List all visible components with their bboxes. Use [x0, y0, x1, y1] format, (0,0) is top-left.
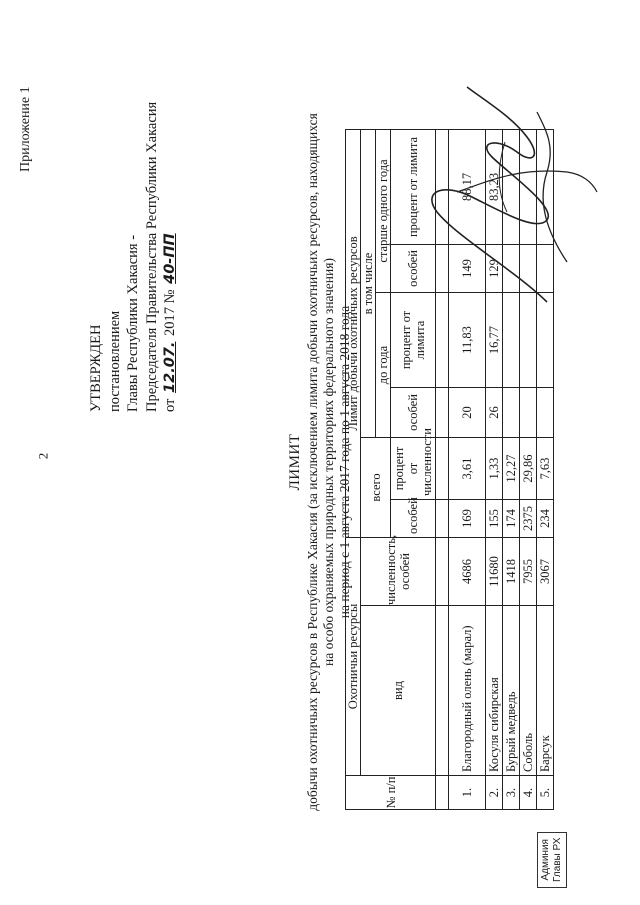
cell-total-individuals: 169	[449, 500, 486, 538]
approval-line-resolution: постановлением	[106, 310, 123, 412]
cell-species: Благородный олень (марал)	[449, 606, 486, 776]
title-line-3: на период с 1 августа 2017 года по 1 августа 2018 года	[337, 305, 352, 619]
cell-under-individuals	[520, 388, 537, 438]
cell-total-individuals: 234	[537, 500, 554, 538]
header-over-individuals: особей	[391, 245, 436, 293]
title-line-2: на особо охраняемых природных территориях федерального значения)	[321, 258, 336, 666]
header-resources-group: Охотничьи ресурсы	[346, 538, 361, 776]
cell-population: 4686	[449, 538, 486, 606]
cell-total-individuals: 174	[503, 500, 520, 538]
header-row-2	[361, 129, 376, 809]
header-species: вид	[361, 606, 436, 776]
cell-species: Соболь	[520, 606, 537, 776]
resolution-number: 40-ПП	[162, 233, 178, 284]
header-row-1	[346, 129, 361, 809]
header-under-one: до года	[376, 293, 391, 438]
approval-block	[87, 102, 180, 412]
cell-under-individuals	[503, 388, 520, 438]
header-total-pct: процент от численности	[391, 438, 436, 500]
cell-population: 11680	[486, 538, 503, 606]
cell-population: 3067	[537, 538, 554, 606]
cell-over-individuals: 129	[486, 245, 503, 293]
cell-num: 1.	[449, 776, 486, 810]
date-day-month: 12.07.	[162, 341, 178, 393]
cell-num: 2.	[486, 776, 503, 810]
header-population: численность, особей	[361, 538, 436, 606]
cell-under-pct: 11,83	[449, 293, 486, 388]
title-block	[287, 62, 353, 862]
cell-over-individuals: 149	[449, 245, 486, 293]
rotated-page-content	[12, 32, 612, 892]
cell-species: Бурый медведь	[503, 606, 520, 776]
header-limit-group: Лимит добычи охотничьих ресурсов	[346, 129, 361, 537]
header-including: в том числе	[361, 129, 376, 437]
cell-total-pct: 29,86	[520, 438, 537, 500]
cell-total-pct: 1,33	[486, 438, 503, 500]
cell-total-pct: 12,27	[503, 438, 520, 500]
header-total-individuals: особей	[391, 500, 436, 538]
annex-label: Приложение 1	[18, 86, 33, 172]
signature-image	[397, 72, 607, 332]
cell-under-individuals	[537, 388, 554, 438]
cell-num: 4.	[520, 776, 537, 810]
cell-total-pct: 3,61	[449, 438, 486, 500]
header-over-one: старше одного года	[376, 129, 391, 292]
approval-date-line	[161, 102, 180, 412]
cell-total-pct: 7,63	[537, 438, 554, 500]
title-line-1: добычи охотничьих ресурсов в Республике Хакасия (за исключением лимита добычи охотничьих ресурсов, находящихся	[305, 113, 320, 811]
number-sign: №	[162, 289, 178, 304]
cell-num: 5.	[537, 776, 554, 810]
date-prefix: от	[162, 398, 178, 412]
header-over-pct: процент от лимита	[391, 129, 436, 244]
cell-num: 3.	[503, 776, 520, 810]
cell-under-pct: 16,77	[486, 293, 503, 388]
header-under-pct: процент от лимита	[391, 293, 436, 388]
cell-total-individuals: 155	[486, 500, 503, 538]
cell-under-individuals: 20	[449, 388, 486, 438]
cell-population: 7955	[520, 538, 537, 606]
stamp-line-2: Главы РХ	[552, 837, 563, 882]
cell-total-individuals: 2375	[520, 500, 537, 538]
cell-species: Барсук	[537, 606, 554, 776]
cell-over-pct: 88,17	[449, 129, 486, 244]
header-num: № п/п	[346, 776, 436, 810]
page-number: 2	[35, 452, 51, 460]
registration-stamp	[537, 832, 567, 888]
approval-line-head: Главы Республики Хакасия -	[125, 234, 141, 412]
cell-under-individuals: 26	[486, 388, 503, 438]
cell-population: 1418	[503, 538, 520, 606]
approval-line-approved: УТВЕРЖДЕН	[88, 324, 104, 412]
cell-species: Косуля сибирская	[486, 606, 503, 776]
header-under-individuals: особей	[391, 388, 436, 438]
date-year: 2017	[162, 306, 178, 336]
stamp-line-1: Админия	[540, 839, 551, 881]
header-total: всего	[361, 438, 391, 538]
document-title: ЛИМИТ	[287, 433, 303, 491]
approval-line-chairman: Председателя Правительства Республики Хакасия	[143, 101, 160, 412]
cell-over-pct: 83,23	[486, 129, 503, 244]
